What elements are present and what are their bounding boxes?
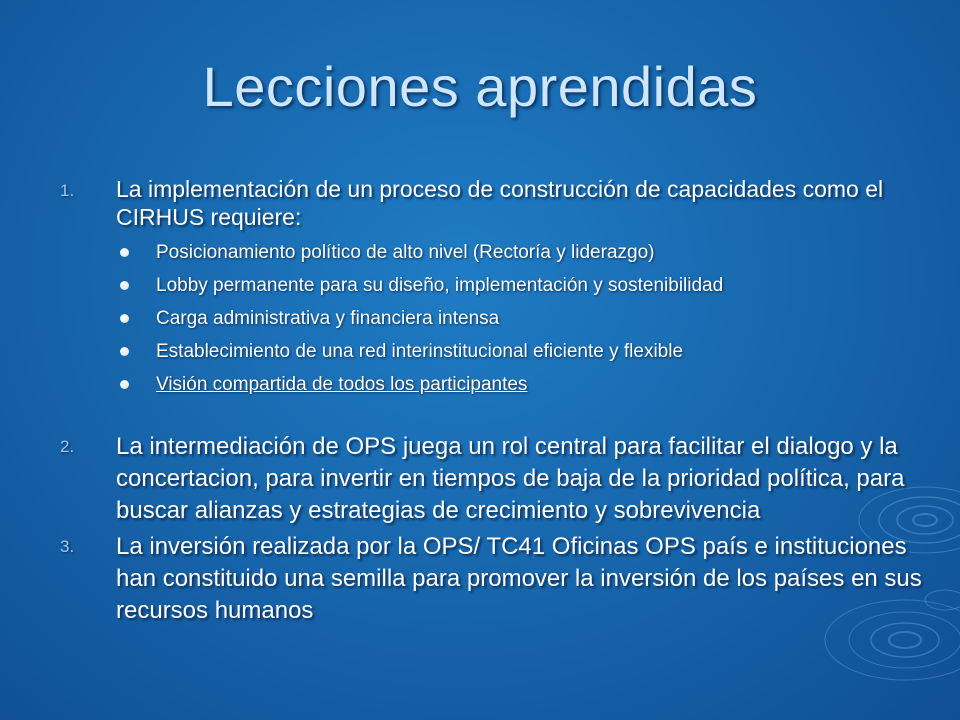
bullet-item [116,241,930,265]
slide-content [60,175,930,627]
bullet-dot-icon [120,347,129,356]
point-number: 1. [60,181,75,200]
point-text: La inversión realizada por la OPS/ TC41 Oficinas OPS país e instituciones han constituido una semilla para promover la inversión de los países en sus recursos humanos [116,533,922,624]
bullet-text: Carga administrativa y financiera intensa [156,308,500,329]
numbered-point-3 [60,531,930,627]
bullet-item [116,340,930,364]
bullet-dot-icon [120,380,129,389]
bullet-text: Establecimiento de una red interinstitucional eficiente y flexible [156,341,684,362]
point-number: 3. [60,537,75,556]
bullet-item [116,274,930,298]
numbered-point-1 [60,175,930,406]
bullet-text: Posicionamiento político de alto nivel (Rectoría y liderazgo) [156,242,655,263]
point-text: La intermediación de OPS juega un rol central para facilitar el dialogo y la concertacion, para invertir en tiempos de baja de la prioridad política, para buscar alianzas y estrategias de crecimiento y sobrevivencia [116,433,905,524]
bullet-text: Lobby permanente para su diseño, implementación y sostenibilidad [156,275,724,296]
bullet-text: Visión compartida de todos los participantes [156,374,528,395]
bullet-dot-icon [120,314,129,323]
bullet-item [116,307,930,331]
slide-title: Lecciones aprendidas [202,55,758,118]
bullet-dot-icon [120,281,129,290]
sub-bullet-list [116,241,930,397]
point-number: 2. [60,437,75,456]
numbered-point-2 [60,431,930,527]
bullet-item [116,373,930,397]
point-text: La implementación de un proceso de construcción de capacidades como el CIRHUS requiere: [116,176,884,230]
bullet-dot-icon [120,248,129,257]
